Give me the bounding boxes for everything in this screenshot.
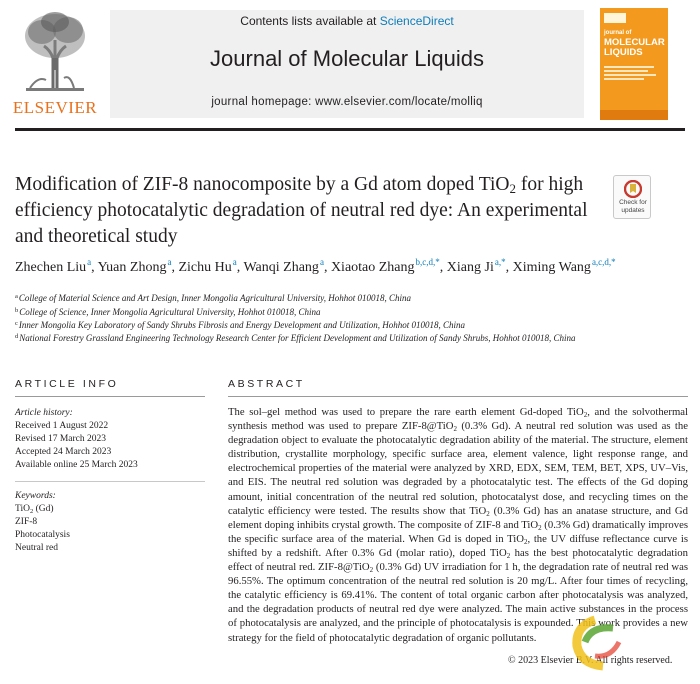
author[interactable]: Wanqi Zhang$^a$	[243, 257, 324, 275]
homepage-prefix: journal homepage:	[211, 96, 316, 108]
check-updates-line2: updates	[621, 206, 645, 214]
author[interactable]: Yuan Zhong$^a$	[97, 257, 172, 275]
check-updates-line1: Check for	[619, 199, 647, 206]
article-info-rule	[15, 396, 205, 397]
sciencedirect-link[interactable]: ScienceDirect	[379, 14, 454, 28]
keyword[interactable]: TiO$_2$ (Gd)	[15, 504, 54, 515]
author[interactable]: Zhechen Liu$^a$	[15, 257, 92, 275]
copyright-notice: © 2023 Elsevier B.V. All rights reserved.	[508, 655, 673, 666]
title-part1: Modification of ZIF-8 nanocomposite by a Gd atom doped TiO	[15, 174, 510, 195]
contents-line	[110, 14, 584, 28]
journal-title[interactable]: Journal of Molecular Liquids	[210, 46, 484, 71]
author[interactable]: Zichu Hu$^a$	[178, 257, 237, 275]
header-divider	[15, 128, 685, 131]
cover-bottom-bar	[600, 110, 668, 120]
cover-line1: journal of	[604, 30, 632, 36]
author[interactable]: Xiaotao Zhang$^{b,c,d,*}$	[330, 257, 440, 275]
author-list: Zhechen Liu$^a$, Yuan Zhong$^a$, Zichu Hu$^a$, Wanqi Zhang$^a$, Xiaotao Zhang$^{b,c,d,*}$, Xiang $Ji^{a,*}$, Ximing Wang$^{a,c,d,*}$	[15, 257, 616, 275]
title-part2: for high efficiency photocatalytic degradation of neutral red dye: An experimental and theoretical study	[15, 174, 588, 247]
keyword[interactable]: ZIF-8	[15, 517, 38, 527]
author[interactable]: Xiang $Ji^{a,*}$	[446, 257, 506, 275]
history-online: Available online 25 March 2023	[15, 460, 138, 470]
affiliation: $^c$Inner Mongolia Key Laboratory of Sandy Shrubs Fibrosis and Energy Development and Utilization, Hohhot 010018, China	[15, 320, 465, 330]
check-updates-label	[614, 199, 652, 214]
cover-fine-print	[604, 64, 666, 82]
keyword[interactable]: Photocatalysis	[15, 530, 70, 540]
title-subscript: 2	[509, 181, 516, 196]
elsevier-logo[interactable]	[12, 10, 98, 120]
keywords-rule	[15, 481, 205, 482]
cover-badge	[604, 13, 626, 23]
journal-homepage	[110, 96, 584, 108]
homepage-link[interactable]: www.elsevier.com/locate/molliq	[315, 96, 483, 108]
keywords-label: Keywords:	[15, 491, 56, 501]
elsevier-tree-icon	[20, 10, 90, 92]
author[interactable]: Ximing Wang$^{a,c,d,*}$	[512, 257, 616, 275]
contents-prefix: Contents lists available at	[240, 14, 380, 28]
history-revised: Revised 17 March 2023	[15, 434, 107, 444]
affiliation: $^d$National Forestry Grassland Engineering Technology Research Center for Efficient Development and Utilization of Sandy Shrubs, Hohhot 010018, China	[15, 333, 576, 343]
abstract-rule	[228, 396, 688, 397]
abstract-body: The sol–gel method was used to prepare the rare earth element Gd-doped TiO$_2$, and the solvothermal synthesis method was used to prepare ZIF-8@TiO$_2$ (0.3% Gd). A neutral red solution was used as the degradation object to evaluate the photocatalytic degradation ability of the material. The structure, element distribution, crystallite morphology, specific surface area, element valence, light response range, and electrochemical properties of the material were analyzed by XRD, EDX, SEM, TEM, BET, XPS, UV–Vis, and EIS. The neutral red solution was degraded by a photocatalytic test. The effects of the Gd doping amount, initial concentration of the neutral red solution, photocatalyst dose, and recycling times on the catalytic efficiency were tested. The results show that TiO$_2$ (0.3% Gd) has an anatase structure, and Gd element doping inhibits crystal growth. The composite of ZIF-8 and TiO$_2$ (0.3% Gd) dramatically improves the specific surface area of the material. When Gd is doped in TiO$_2$, the UV diffuse reflectance curve is shifted by a redshift. After 0.3% Gd (molar ratio), doped TiO$_2$ has the best photocatalytic degradation effect of neutral red. ZIF-8@TiO$_2$ (0.3% Gd) UV irradiation for 1 h, the degradation rate of neutral red was 96.55%. The optimum concentration of the neutral red solution is 20 mg/L. After four times of recycling, the catalytic efficiency is 69.41%. The content of total organic carbon after photocatalysis was analyzed, and the degradation products of neutral red dye were analyzed. The main active substances in the process of photocatalysis are analyzed, and the principle of photocatalysis is expounded. This work provides a new strategy for the field of photocatalytic degradation of organic pollutants.	[228, 406, 689, 644]
journal-cover[interactable]	[600, 8, 668, 120]
article-history-label: Article history:	[15, 408, 73, 418]
abstract-heading: ABSTRACT	[228, 378, 305, 390]
check-updates-icon	[624, 180, 642, 198]
affiliation: $^a$College of Material Science and Art Design, Inner Mongolia Agricultural University, Hohhot 010018, China	[15, 293, 412, 303]
affiliation: $^b$College of Science, Inner Mongolia Agricultural University, Hohhot 010018, China	[15, 307, 321, 317]
check-for-updates-button[interactable]	[613, 175, 651, 219]
article-info-heading: ARTICLE INFO	[15, 378, 119, 390]
history-accepted: Accepted 24 March 2023	[15, 447, 112, 457]
history-received: Received 1 August 2022	[15, 421, 109, 431]
paper-title	[15, 172, 600, 250]
elsevier-wordmark: ELSEVIER	[12, 98, 98, 117]
keyword[interactable]: Neutral red	[15, 543, 58, 553]
cover-line2: MOLECULAR LIQUIDS	[604, 37, 665, 58]
